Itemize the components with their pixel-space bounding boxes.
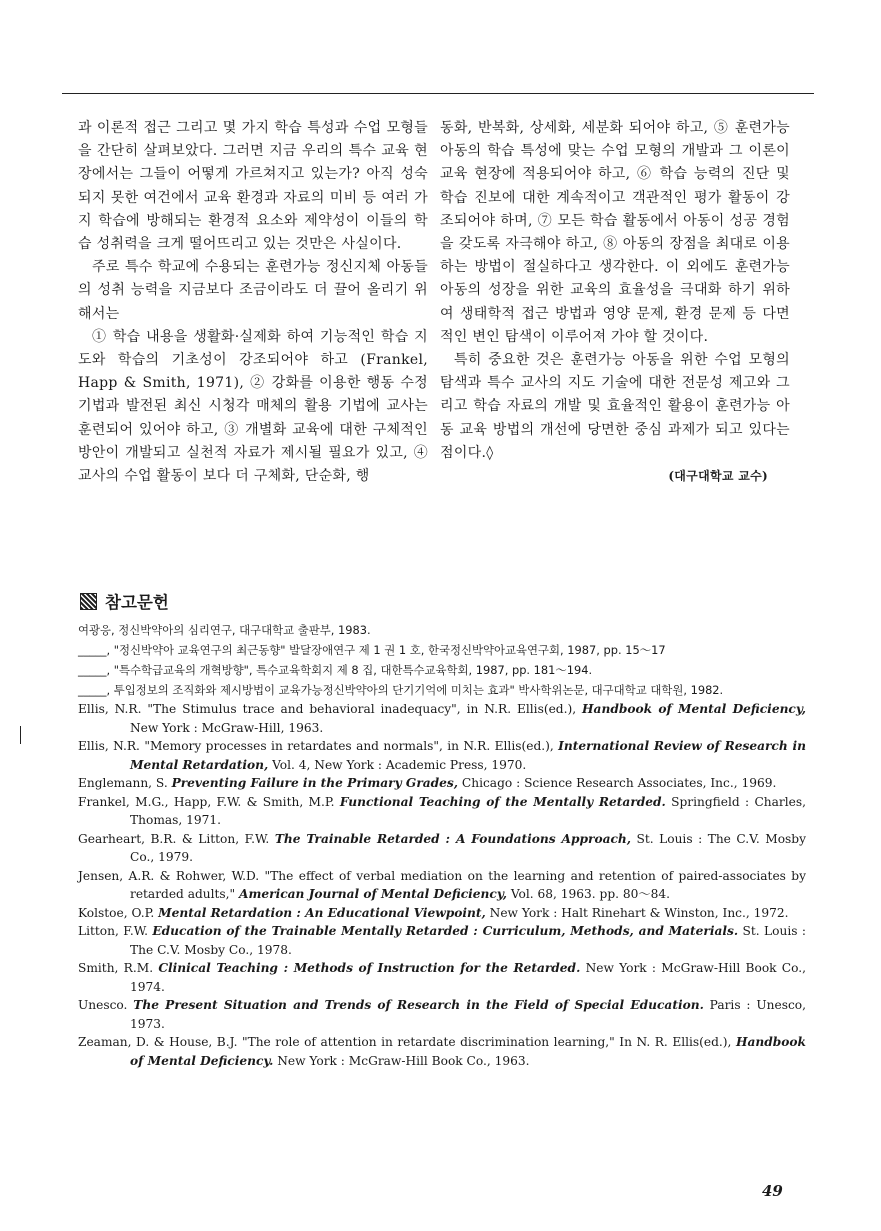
- reference-list: [78, 620, 806, 1070]
- right-column: [440, 117, 790, 488]
- reference-item: Unesco. The Present Situation and Trends of Research in the Field of Special Education. Paris : Unesco, 1973.: [78, 998, 806, 1031]
- reference-item: _____, "특수학급교육의 개혁방향", 특수교육학회지 제 8 집, 대한특수교육학회, 1987, pp. 181～194.: [78, 663, 593, 677]
- reference-item: Englemann, S. Preventing Failure in the Primary Grades, Chicago : Science Research Associates, Inc., 1969.: [78, 776, 777, 790]
- reference-item: Jensen, A.R. & Rohwer, W.D. "The effect of verbal mediation on the learning and retention of paired-associates by retarded adults," American Journal of Mental Deficiency, Vol. 68, 1963. pp. 80～84.: [78, 868, 806, 901]
- reference-item: Gearheart, B.R. & Litton, F.W. The Trainable Retarded : A Foundations Approach, St. Louis : The C.V. Mosby Co., 1979.: [78, 831, 806, 864]
- references-heading: [80, 589, 169, 613]
- reference-item: Frankel, M.G., Happ, F.W. & Smith, M.P. Functional Teaching of the Mentally Retarded. Springfield : Charles, Thomas, 1971.: [78, 794, 806, 827]
- reference-item: Kolstoe, O.P. Mental Retardation : An Educational Viewpoint, New York : Halt Rinehart & Winston, Inc., 1972.: [78, 905, 789, 920]
- body-paragraph: 주로 특수 학교에 수용되는 훈련가능 정신지체 아동들의 성취 능력을 지금보다 조금이라도 더 끌어 올리기 위해서는: [78, 259, 428, 322]
- reference-item: 여광응, 정신박약아의 심리연구, 대구대학교 출판부, 1983.: [78, 623, 371, 637]
- top-rule: [62, 93, 814, 94]
- body-paragraph: 과 이론적 접근 그리고 몇 가지 학습 특성과 수업 모형들을 간단히 살펴보았다. 그러면 지금 우리의 특수 교육 현장에서는 그들이 어떻게 가르쳐지고 있는가? 아직 성숙되지 못한 여건에서 교육 환경과 자료의 미비 등 여러 가지 학습에 방해되는 환경적 요소와 제약성이 이들의 학습 성취력을 크게 떨어뜨리고 있는 것만은 사실이다.: [78, 120, 428, 253]
- body-paragraph: 동화, 반복화, 상세화, 세분화 되어야 하고, ⑤ 훈련가능 아동의 학습 특성에 맞는 수업 모형의 개발과 그 이론이 교육 현장에 적용되어야 하고, ⑥ 학습 능력의 진단 및 학습 진보에 대한 계속적이고 객관적인 평가 활동이 강조되어야 하며, ⑦ 모든 학습 활동에서 아동이 성공 경험을 갖도록 자극해야 하고, ⑧ 아동의 장점을 최대로 이용하는 방법이 절실하다고 생각한다. 이 외에도 훈련가능 아동의 성장을 위한 교육의 효율성을 극대화 하기 위하여 생태학적 접근 방법과 영양 문제, 환경 문제 등 다면적인 변인 탐색이 이루어져 가야 할 것이다.: [440, 120, 790, 345]
- reference-item: Smith, R.M. Clinical Teaching : Methods of Instruction for the Retarded. New York : McGraw-Hill Book Co., 1974.: [78, 961, 806, 994]
- body-paragraph: 특히 중요한 것은 훈련가능 아동을 위한 수업 모형의 탐색과 특수 교사의 지도 기술에 대한 전문성 제고와 그리고 학습 자료의 개발 및 효율적인 활용이 훈련가능 아동 교육 방법의 개선에 당면한 중심 과제가 되고 있다는 점이다.◊: [440, 352, 790, 461]
- reference-item: _____, "정신박약아 교육연구의 최근동향" 발달장애연구 제 1 권 1 호, 한국정신박약아교육연구회, 1987, pp. 15～17: [78, 643, 666, 657]
- reference-item: _____, 투입정보의 조직화와 제시방법이 교육가능정신박약아의 단기기억에 미치는 효과" 박사학위논문, 대구대학교 대학원, 1982.: [78, 683, 724, 697]
- hatched-square-icon: [80, 593, 97, 610]
- reference-item: Zeaman, D. & House, B.J. "The role of attention in retardate discrimination learning," In N. R. Ellis(ed.), Handbook of Mental Deficiency. New York : McGraw-Hill Book Co., 1963.: [78, 1035, 806, 1068]
- body-paragraph: ① 학습 내용을 생활화·실제화 하여 기능적인 학습 지도와 학습의 기초성이 강조되어야 하고 (Frankel, Happ & Smith, 1971), ② 강화를 이용한 행동 수정 기법과 발전된 최신 시청각 매체의 활용 기법에 교사는 훈련되어 있어야 하고, ③ 개별화 교육에 대한 구체적인 방안이 개발되고 실천적 자료가 제시될 필요가 있고, ④ 교사의 수업 활동이 보다 더 구체화, 단순화, 행: [78, 328, 428, 485]
- reference-item: Ellis, N.R. "Memory processes in retardates and normals", in N.R. Ellis(ed.), International Review of Research in Mental Retardation, Vol. 4, New York : Academic Press, 1970.: [78, 739, 806, 772]
- reference-item: Litton, F.W. Education of the Trainable Mentally Retarded : Curriculum, Methods, and Materials. St. Louis : The C.V. Mosby Co., 1978.: [78, 924, 806, 957]
- page-number: 49: [762, 1182, 783, 1200]
- left-column: [78, 117, 428, 488]
- margin-mark: [20, 726, 21, 744]
- reference-item: Ellis, N.R. "The Stimulus trace and behavioral inadequacy", in N.R. Ellis(ed.), Handbook of Mental Deficiency, New York : McGraw-Hill, 1963.: [78, 702, 807, 735]
- author-affiliation: (대구대학교 교수): [668, 469, 768, 484]
- references-title: 참고문헌: [105, 593, 169, 612]
